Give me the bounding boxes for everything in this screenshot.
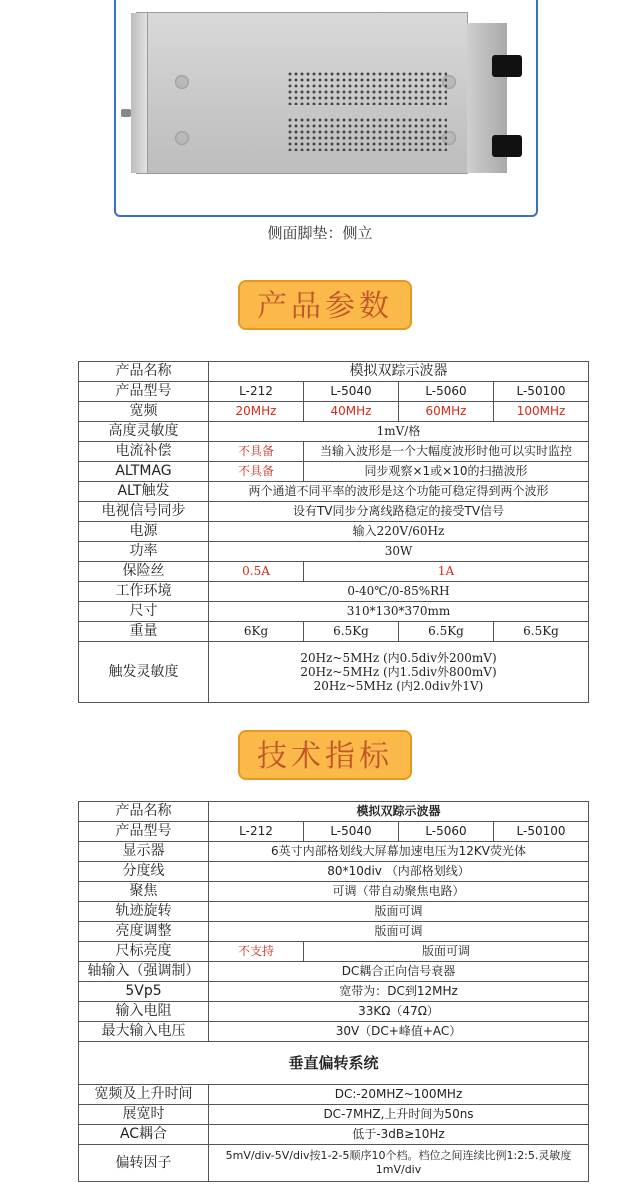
table-row: [79, 542, 589, 562]
row-value: 20MHz: [209, 402, 304, 422]
trigger-sensitivity-line: 20Hz~5MHz (内1.5div外800mV): [300, 665, 497, 679]
device-front-panel: [131, 13, 148, 173]
table-row: [79, 362, 589, 382]
row-value: 不具备: [209, 442, 304, 462]
row-value: 6.5Kg: [304, 622, 399, 642]
row-value: L-5060: [399, 382, 494, 402]
row-label: 宽频: [79, 402, 209, 422]
row-label: 显示器: [79, 842, 209, 862]
row-label: 尺寸: [79, 602, 209, 622]
table-row: [79, 382, 589, 402]
row-value: L-50100: [494, 822, 589, 842]
row-value: 模拟双踪示波器: [209, 362, 589, 382]
row-value: DC:-20MHZ~100MHz: [209, 1085, 589, 1105]
row-value: 当输入波形是一个大幅度波形时他可以实时监控: [304, 442, 589, 462]
product-photo-frame: [114, 0, 538, 217]
row-value: 6英寸内部格划线大屏幕加速电压为12KV荧光体: [209, 842, 589, 862]
table-row: [79, 562, 589, 582]
row-value: 不具备: [209, 462, 304, 482]
device-knob: [121, 109, 131, 117]
row-value: 80*10div （内部格划线）: [209, 862, 589, 882]
subsection-heading: 垂直偏转系统: [79, 1042, 589, 1085]
row-label: 产品名称: [79, 802, 209, 822]
table-row: [79, 602, 589, 622]
table-row: [79, 1042, 589, 1085]
row-value: 100MHz: [494, 402, 589, 422]
table-row: [79, 642, 589, 703]
row-value: DC-7MHZ,上升时间为50ns: [209, 1105, 589, 1125]
row-value: 30W: [209, 542, 589, 562]
row-value: L-5040: [304, 382, 399, 402]
table-row: [79, 842, 589, 862]
row-label: 输入电阻: [79, 1002, 209, 1022]
row-value: L-5040: [304, 822, 399, 842]
row-value: 6Kg: [209, 622, 304, 642]
table-row: [79, 922, 589, 942]
row-value: 310*130*370mm: [209, 602, 589, 622]
table-row: [79, 1022, 589, 1042]
params-table: [78, 361, 589, 703]
row-label: 亮度调整: [79, 922, 209, 942]
row-value: [209, 642, 589, 703]
screw: [175, 75, 189, 89]
table-row: [79, 462, 589, 482]
row-value: 版面可调: [209, 902, 589, 922]
trigger-sensitivity-line: 20Hz~5MHz (内2.0div外1V): [313, 679, 484, 693]
screw: [175, 131, 189, 145]
row-value: L-212: [209, 822, 304, 842]
vent-grille-upper: [287, 71, 447, 105]
row-value: 同步观察×1或×10的扫描波形: [304, 462, 589, 482]
specs-table: [78, 801, 589, 1182]
row-value: 30V（DC+峰值+AC）: [209, 1022, 589, 1042]
row-value: 输入220V/60Hz: [209, 522, 589, 542]
row-label: 功率: [79, 542, 209, 562]
row-label: 聚焦: [79, 882, 209, 902]
row-label: 重量: [79, 622, 209, 642]
row-label: 最大输入电压: [79, 1022, 209, 1042]
table-row: [79, 622, 589, 642]
table-row: [79, 422, 589, 442]
oscilloscope-side-image: [136, 12, 468, 174]
photo-caption: 侧面脚垫：侧立: [267, 224, 373, 242]
row-label: 触发灵敏度: [79, 642, 209, 703]
row-value: 版面可调: [209, 922, 589, 942]
row-label: 展宽时: [79, 1105, 209, 1125]
row-label: 保险丝: [79, 562, 209, 582]
row-label: 轨迹旋转: [79, 902, 209, 922]
row-value: 33KΩ（47Ω）: [209, 1002, 589, 1022]
row-value: 0-40℃/0-85%RH: [209, 582, 589, 602]
row-value: 模拟双踪示波器: [209, 802, 589, 822]
row-value: 1mV/格: [209, 422, 589, 442]
table-row: [79, 502, 589, 522]
rubber-foot: [492, 135, 522, 157]
row-label: 产品型号: [79, 822, 209, 842]
row-label: ALTMAG: [79, 462, 209, 482]
row-label: 尺标亮度: [79, 942, 209, 962]
table-row: [79, 1145, 589, 1182]
row-value: L-50100: [494, 382, 589, 402]
row-value: L-5060: [399, 822, 494, 842]
row-label: 产品名称: [79, 362, 209, 382]
section-title-params: 产品参数: [238, 280, 412, 330]
table-row: [79, 882, 589, 902]
table-row: [79, 982, 589, 1002]
row-label: 分度线: [79, 862, 209, 882]
row-label: 高度灵敏度: [79, 422, 209, 442]
row-value: 6.5Kg: [399, 622, 494, 642]
table-row: [79, 962, 589, 982]
row-value: 设有TV同步分离线路稳定的接受TV信号: [209, 502, 589, 522]
table-row: [79, 802, 589, 822]
row-value: DC耦合正向信号衰器: [209, 962, 589, 982]
table-row: [79, 942, 589, 962]
row-label: 电源: [79, 522, 209, 542]
row-label: 轴输入（强调制）: [79, 962, 209, 982]
rubber-foot: [492, 55, 522, 77]
row-label: ALT触发: [79, 482, 209, 502]
row-value: 0.5A: [209, 562, 304, 582]
trigger-sensitivity-line: 20Hz~5MHz (内0.5div外200mV): [300, 651, 497, 665]
row-label: 5Vp5: [79, 982, 209, 1002]
row-value: 6.5Kg: [494, 622, 589, 642]
table-row: [79, 482, 589, 502]
row-label: 宽频及上升时间: [79, 1085, 209, 1105]
table-row: [79, 1002, 589, 1022]
row-value: 低于-3dB≥10Hz: [209, 1125, 589, 1145]
table-row: [79, 822, 589, 842]
row-value: 宽带为：DC到12MHz: [209, 982, 589, 1002]
row-label: 产品型号: [79, 382, 209, 402]
table-row: [79, 402, 589, 422]
section-title-specs: 技术指标: [238, 730, 412, 780]
row-value: 60MHz: [399, 402, 494, 422]
row-value: L-212: [209, 382, 304, 402]
row-label: 偏转因子: [79, 1145, 209, 1182]
row-value: 两个通道不同平率的波形是这个功能可稳定得到两个波形: [209, 482, 589, 502]
row-label: AC耦合: [79, 1125, 209, 1145]
row-label: 工作环境: [79, 582, 209, 602]
table-row: [79, 902, 589, 922]
row-value: 5mV/div-5V/div按1-2-5顺序10个档。档位之间连续比例1:2:5.灵敏度1mV/div: [209, 1145, 589, 1182]
table-row: [79, 1085, 589, 1105]
row-label: 电视信号同步: [79, 502, 209, 522]
row-value: 不支持: [209, 942, 304, 962]
table-row: [79, 1125, 589, 1145]
table-row: [79, 1105, 589, 1125]
row-value: 1A: [304, 562, 589, 582]
vent-grille-lower: [287, 117, 447, 151]
table-row: [79, 442, 589, 462]
row-value: 40MHz: [304, 402, 399, 422]
row-value: 可调（带自动聚焦电路）: [209, 882, 589, 902]
table-row: [79, 862, 589, 882]
table-row: [79, 582, 589, 602]
row-value: 版面可调: [304, 942, 589, 962]
table-row: [79, 522, 589, 542]
row-label: 电流补偿: [79, 442, 209, 462]
